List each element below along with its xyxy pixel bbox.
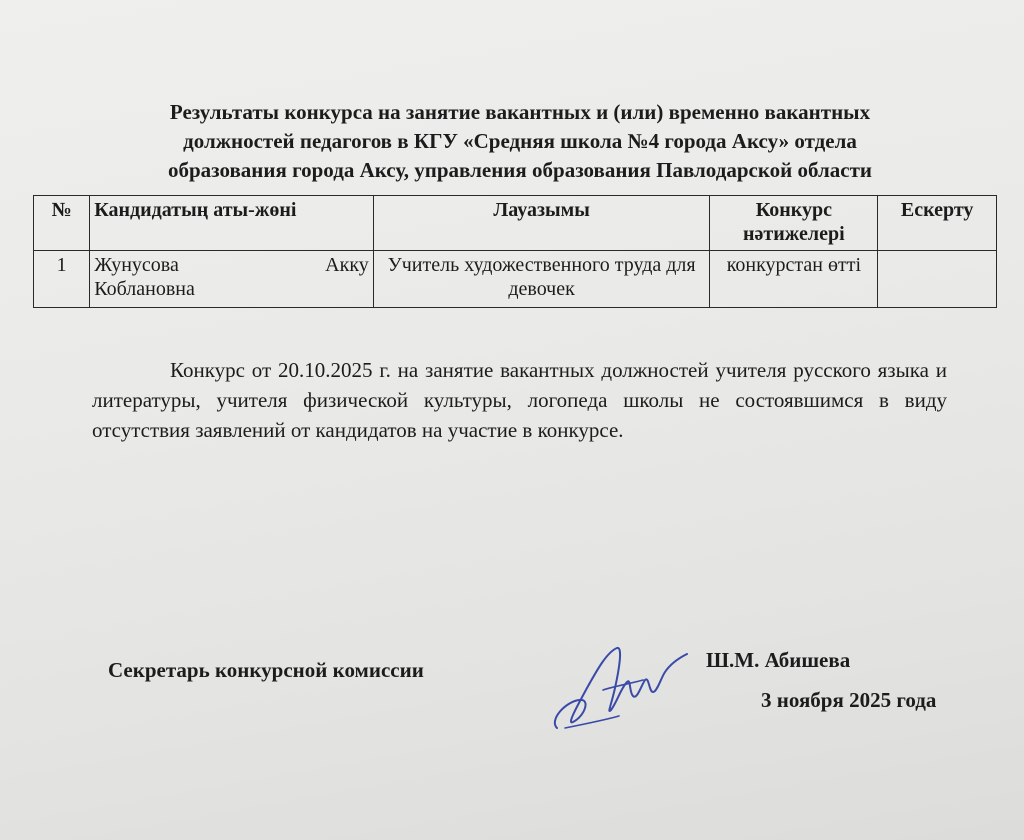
cell-result: конкурстан өтті (710, 251, 878, 308)
table-row (34, 251, 997, 308)
cell-name-first: Акку (325, 254, 369, 276)
handwritten-signature (545, 630, 695, 745)
cell-name-surname: Жунусова (94, 254, 179, 276)
cell-name (90, 251, 373, 308)
header-num: № (34, 196, 90, 251)
secretary-label: Секретарь конкурсной комиссии (108, 658, 424, 682)
cell-num: 1 (34, 251, 90, 308)
header-position: Лауазымы (373, 196, 710, 251)
title-line-2: должностей педагогов в КГУ «Средняя школа №4 города Аксу» отдела (183, 129, 857, 153)
signer-name: Ш.М. Абишева (706, 648, 851, 672)
cell-name-patronymic: Коблановна (94, 278, 195, 300)
title-line-3: образования города Аксу, управления образования Павлодарской области (167, 158, 872, 182)
header-note: Ескерту (878, 196, 997, 251)
header-result-line2: нәтижелері (743, 223, 845, 245)
results-table (33, 195, 997, 308)
header-name: Кандидатың аты-жөні (90, 196, 373, 251)
header-result-line1: Конкурс (755, 199, 832, 221)
table-header-row (34, 196, 997, 251)
body-paragraph: Конкурс от 20.10.2025 г. на занятие вакантных должностей учителя русского языка и литературы, учителя физической культуры, логопеда школы не состоявшимся в виду отсутствия заявлений от кандидатов на участие в конкурсе. (92, 358, 947, 442)
header-result (710, 196, 878, 251)
title-line-1: Результаты конкурса на занятие вакантных и (или) временно вакантных (169, 100, 871, 124)
document-date: 3 ноября 2025 года (761, 688, 937, 712)
cell-position: Учитель художественного труда для девочек (373, 251, 710, 308)
cell-note (878, 251, 997, 308)
document-title (100, 98, 940, 185)
